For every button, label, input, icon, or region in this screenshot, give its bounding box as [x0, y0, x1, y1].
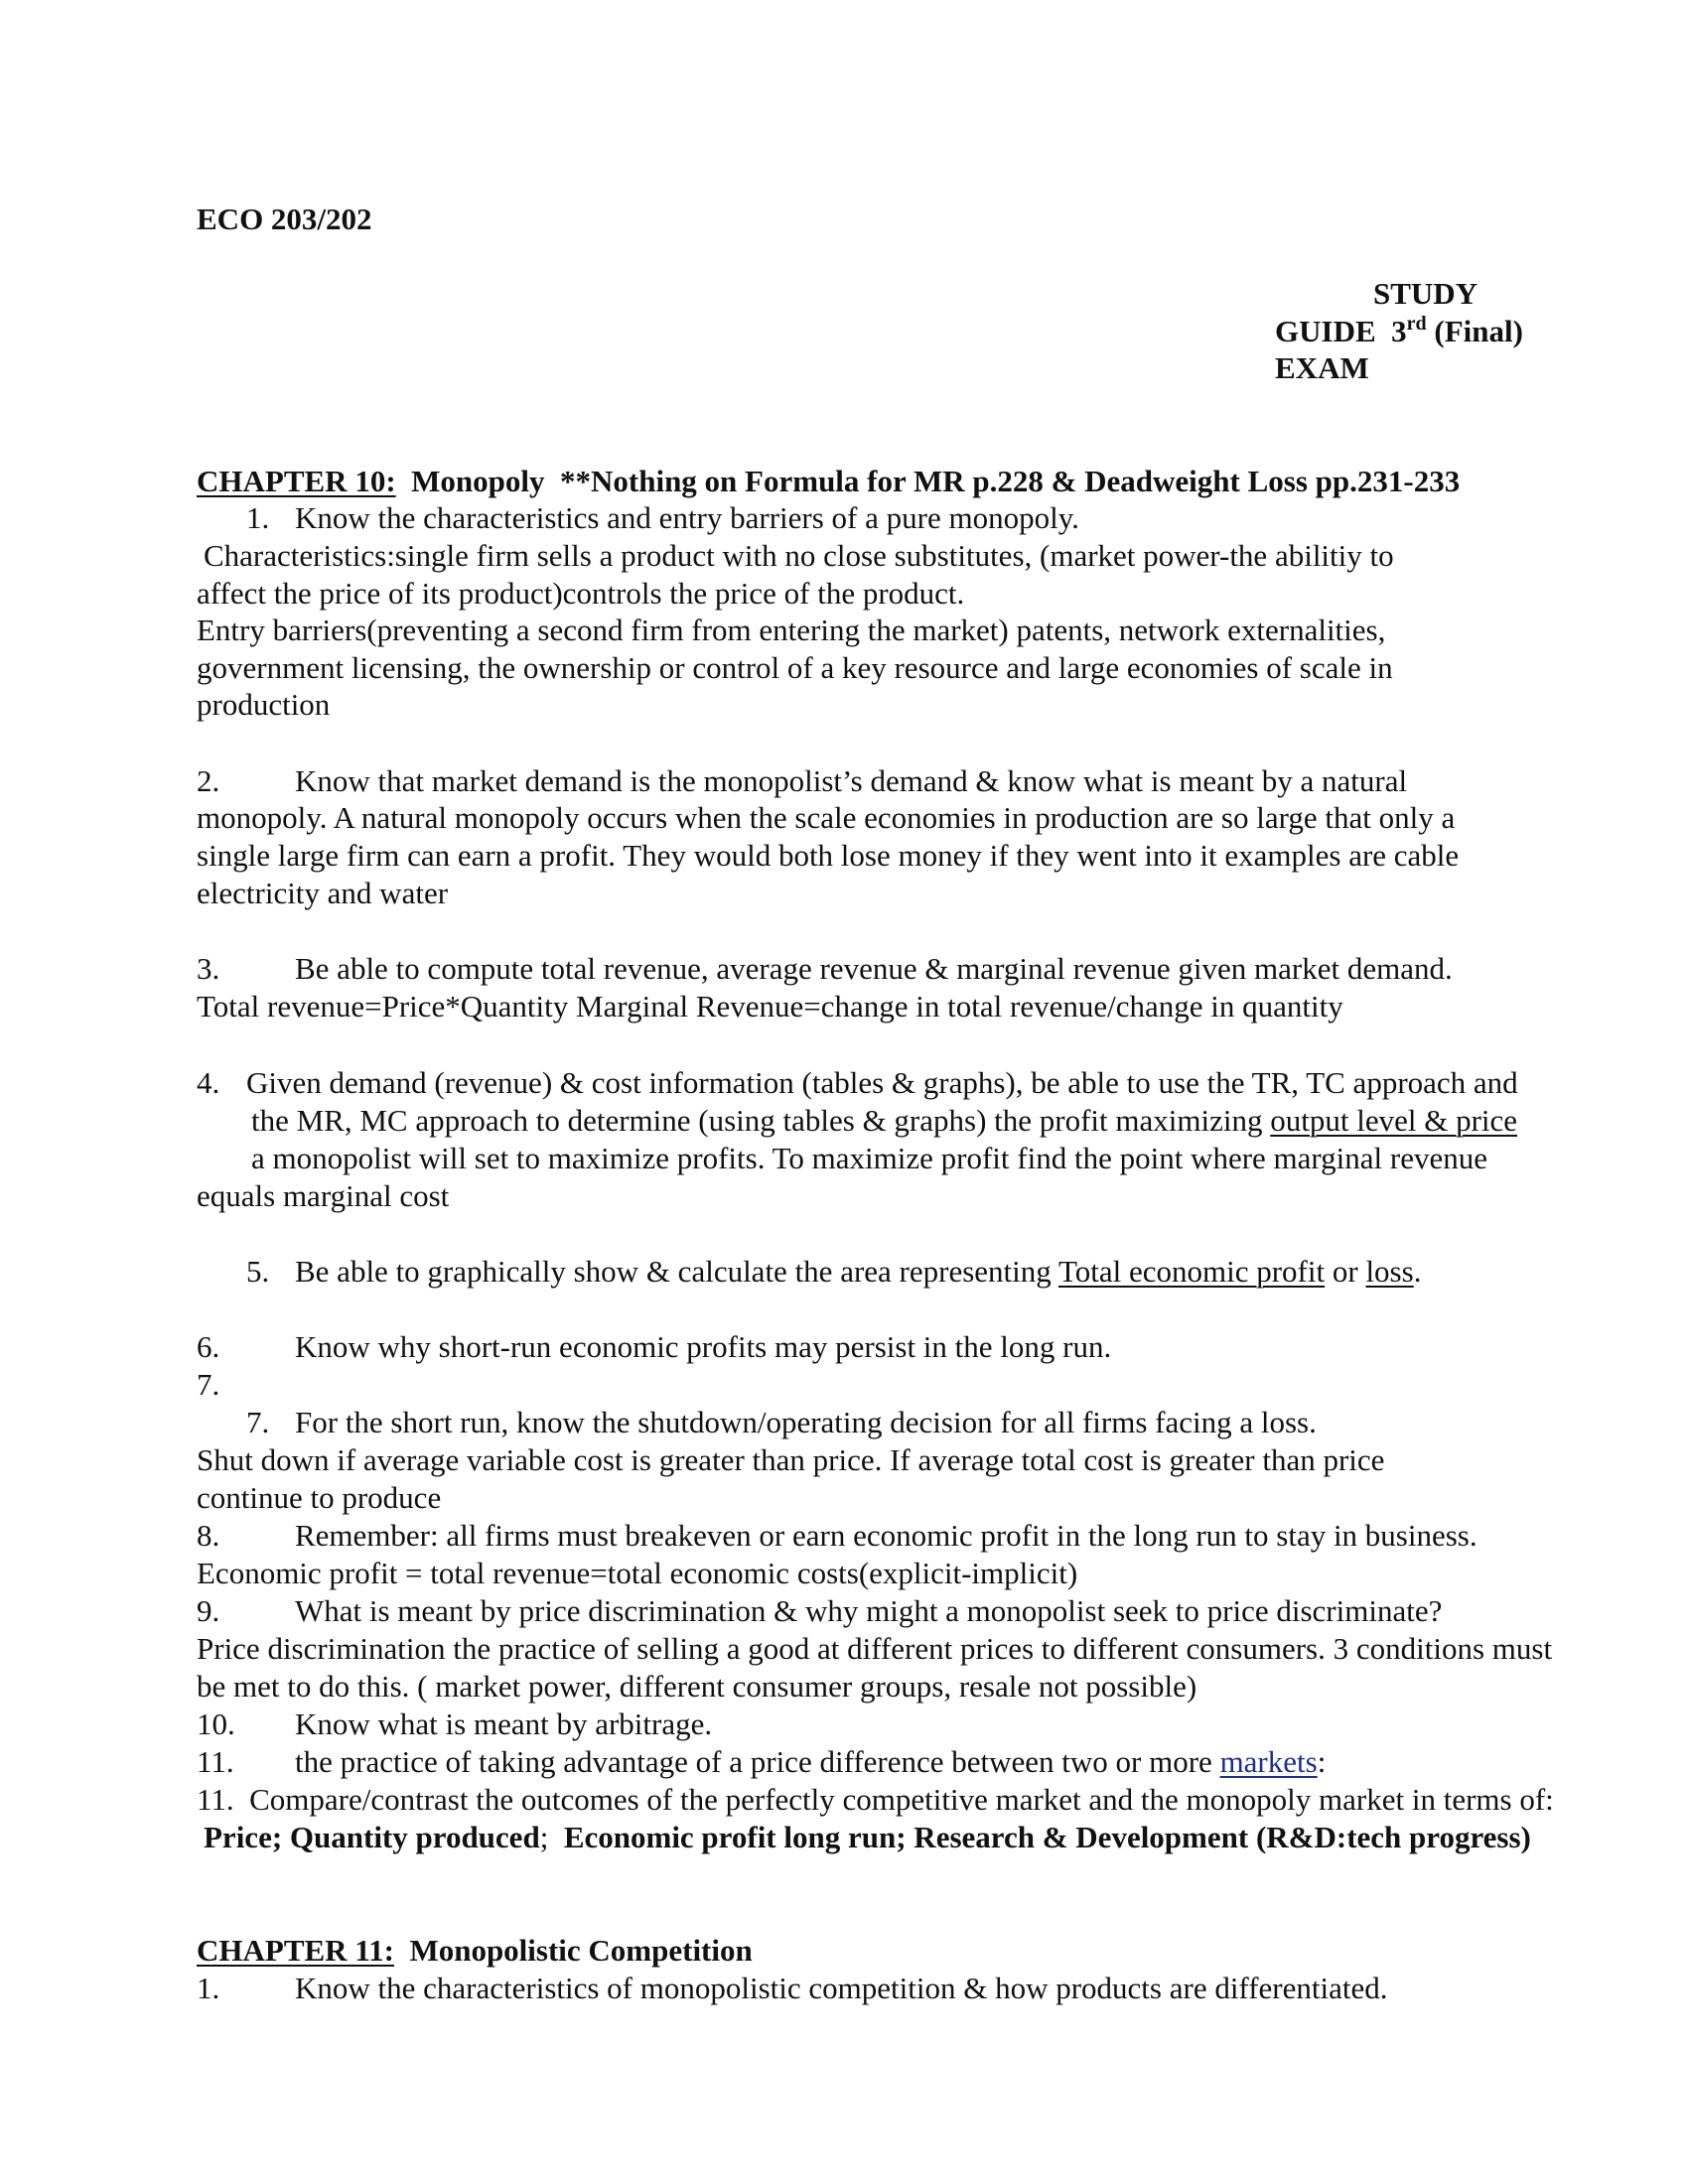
q11a-text: the practice of taking advantage of a price difference between two or more [295, 1744, 1212, 1779]
q11a-line [295, 1746, 1326, 1777]
q2-answer-line: electricity and water [197, 876, 449, 910]
q7-answer-line: continue to produce [197, 1480, 442, 1515]
q11b-semicolon: ; [539, 1820, 549, 1854]
q7-blank-number: 7. [197, 1367, 220, 1402]
chapter-10-note: **Nothing on Formula for MR p.228 & Deadweight Loss pp.231-233 [560, 464, 1461, 498]
q1-answer-line: production [197, 687, 331, 722]
q5-loss: loss [1365, 1254, 1414, 1289]
q11b-terms-a: Price; Quantity produced [204, 1820, 540, 1854]
q4-number: 4. [197, 1065, 220, 1100]
guide-line [1275, 313, 1523, 348]
q5-text: Be able to graphically show & calculate the area representing [295, 1254, 1052, 1289]
q9-number: 9. [197, 1593, 220, 1628]
q1-text: Know the characteristics and entry barriers of a pure monopoly. [295, 500, 1079, 535]
course-code: ECO 203/202 [197, 202, 372, 236]
q1-answer-line: Characteristics:single firm sells a product with no close substitutes, (market power-the abilitiy to [204, 538, 1394, 573]
q5-period: . [1413, 1254, 1422, 1289]
q1-answer-line: Entry barriers(preventing a second firm from entering the market) patents, network externalities, [197, 613, 1386, 647]
ch11-q1-number: 1. [197, 1971, 220, 2005]
ordinal-third: 3 [1391, 314, 1407, 348]
q4-line-2 [251, 1105, 1517, 1136]
q3-number: 3. [197, 951, 220, 986]
q5-number: 5. [246, 1254, 270, 1289]
q4-output-level-price: output level & price [1270, 1103, 1518, 1138]
q4-text: Given demand (revenue) & cost information (tables & graphs), be able to use the TR, TC approach and [246, 1065, 1518, 1100]
chapter-10-heading [197, 466, 1460, 496]
final-label: (Final) [1434, 314, 1523, 348]
q4-line-2-text: the MR, MC approach to determine (using tables & graphs) the profit maximizing [251, 1103, 1263, 1138]
q8-text: Remember: all firms must breakeven or earn economic profit in the long run to stay in business. [295, 1518, 1477, 1553]
q4-line-3: a monopolist will set to maximize profits. To maximize profit find the point where marginal revenue [251, 1141, 1488, 1175]
q11a-number: 11. [197, 1744, 234, 1779]
q7-number: 7. [246, 1405, 270, 1439]
q5-or: or [1332, 1254, 1358, 1289]
q11b-line [197, 1784, 1554, 1815]
q8-number: 8. [197, 1518, 220, 1553]
q7-answer-line: Shut down if average variable cost is greater than price. If average total cost is greater than price [197, 1442, 1385, 1477]
q6-number: 6. [197, 1329, 220, 1364]
q9-answer-line: be met to do this. ( market power, different consumer groups, resale not possible) [197, 1669, 1197, 1704]
q4-line-4: equals marginal cost [197, 1178, 450, 1213]
q9-text: What is meant by price discrimination & why might a monopolist seek to price discriminate? [295, 1593, 1443, 1628]
ordinal-suffix: rd [1406, 313, 1427, 335]
guide-label: GUIDE [1275, 314, 1376, 348]
q6-text: Know why short-run economic profits may persist in the long run. [295, 1329, 1112, 1364]
q11b-number: 11. [197, 1782, 234, 1817]
q11b-terms [204, 1822, 1531, 1852]
ch11-q1-text: Know the characteristics of monopolistic competition & how products are differentiated. [295, 1971, 1388, 2005]
q3-answer-line: Total revenue=Price*Quantity Marginal Revenue=change in total revenue/change in quantity [197, 989, 1343, 1024]
chapter-11-label: CHAPTER 11: [197, 1933, 394, 1968]
chapter-10-title: Monopoly [411, 464, 545, 498]
chapter-10-label: CHAPTER 10: [197, 464, 396, 498]
q10-number: 10. [197, 1706, 235, 1741]
q2-answer-line: monopoly. A natural monopoly occurs when the scale economies in production are so large that only a [197, 800, 1456, 835]
q9-answer-line: Price discrimination the practice of selling a good at different prices to different consumers. 3 conditions must [197, 1631, 1553, 1666]
q2-text: Know that market demand is the monopolist’s demand & know what is meant by a natural [295, 763, 1408, 798]
q2-number: 2. [197, 763, 220, 798]
q11b-terms-b: Economic profit long run; Research & Development (R&D:tech progress) [563, 1820, 1531, 1854]
q1-answer-line: government licensing, the ownership or control of a key resource and large economies of scale in [197, 650, 1393, 685]
q11b-text: Compare/contrast the outcomes of the perfectly competitive market and the monopoly market in terms of: [249, 1782, 1554, 1817]
chapter-11-title: Monopolistic Competition [409, 1933, 753, 1968]
q10-text: Know what is meant by arbitrage. [295, 1706, 713, 1741]
study-label: STUDY [1373, 276, 1478, 311]
q5-total-economic-profit: Total economic profit [1057, 1254, 1326, 1289]
q5-line [295, 1256, 1421, 1287]
markets-link[interactable]: markets [1219, 1744, 1318, 1779]
chapter-11-heading [197, 1935, 753, 1966]
exam-label: EXAM [1275, 350, 1369, 385]
q1-number: 1. [246, 500, 270, 535]
q2-answer-line: single large firm can earn a profit. They would both lose money if they went into it examples are cable [197, 838, 1460, 873]
q7-text: For the short run, know the shutdown/operating decision for all firms facing a loss. [295, 1405, 1317, 1439]
q3-text: Be able to compute total revenue, average revenue & marginal revenue given market demand. [295, 951, 1453, 986]
q1-answer-line: affect the price of its product)controls the price of the product. [197, 576, 965, 611]
q8-answer-line: Economic profit = total revenue=total economic costs(explicit-implicit) [197, 1556, 1078, 1590]
q11a-colon: : [1317, 1744, 1327, 1779]
